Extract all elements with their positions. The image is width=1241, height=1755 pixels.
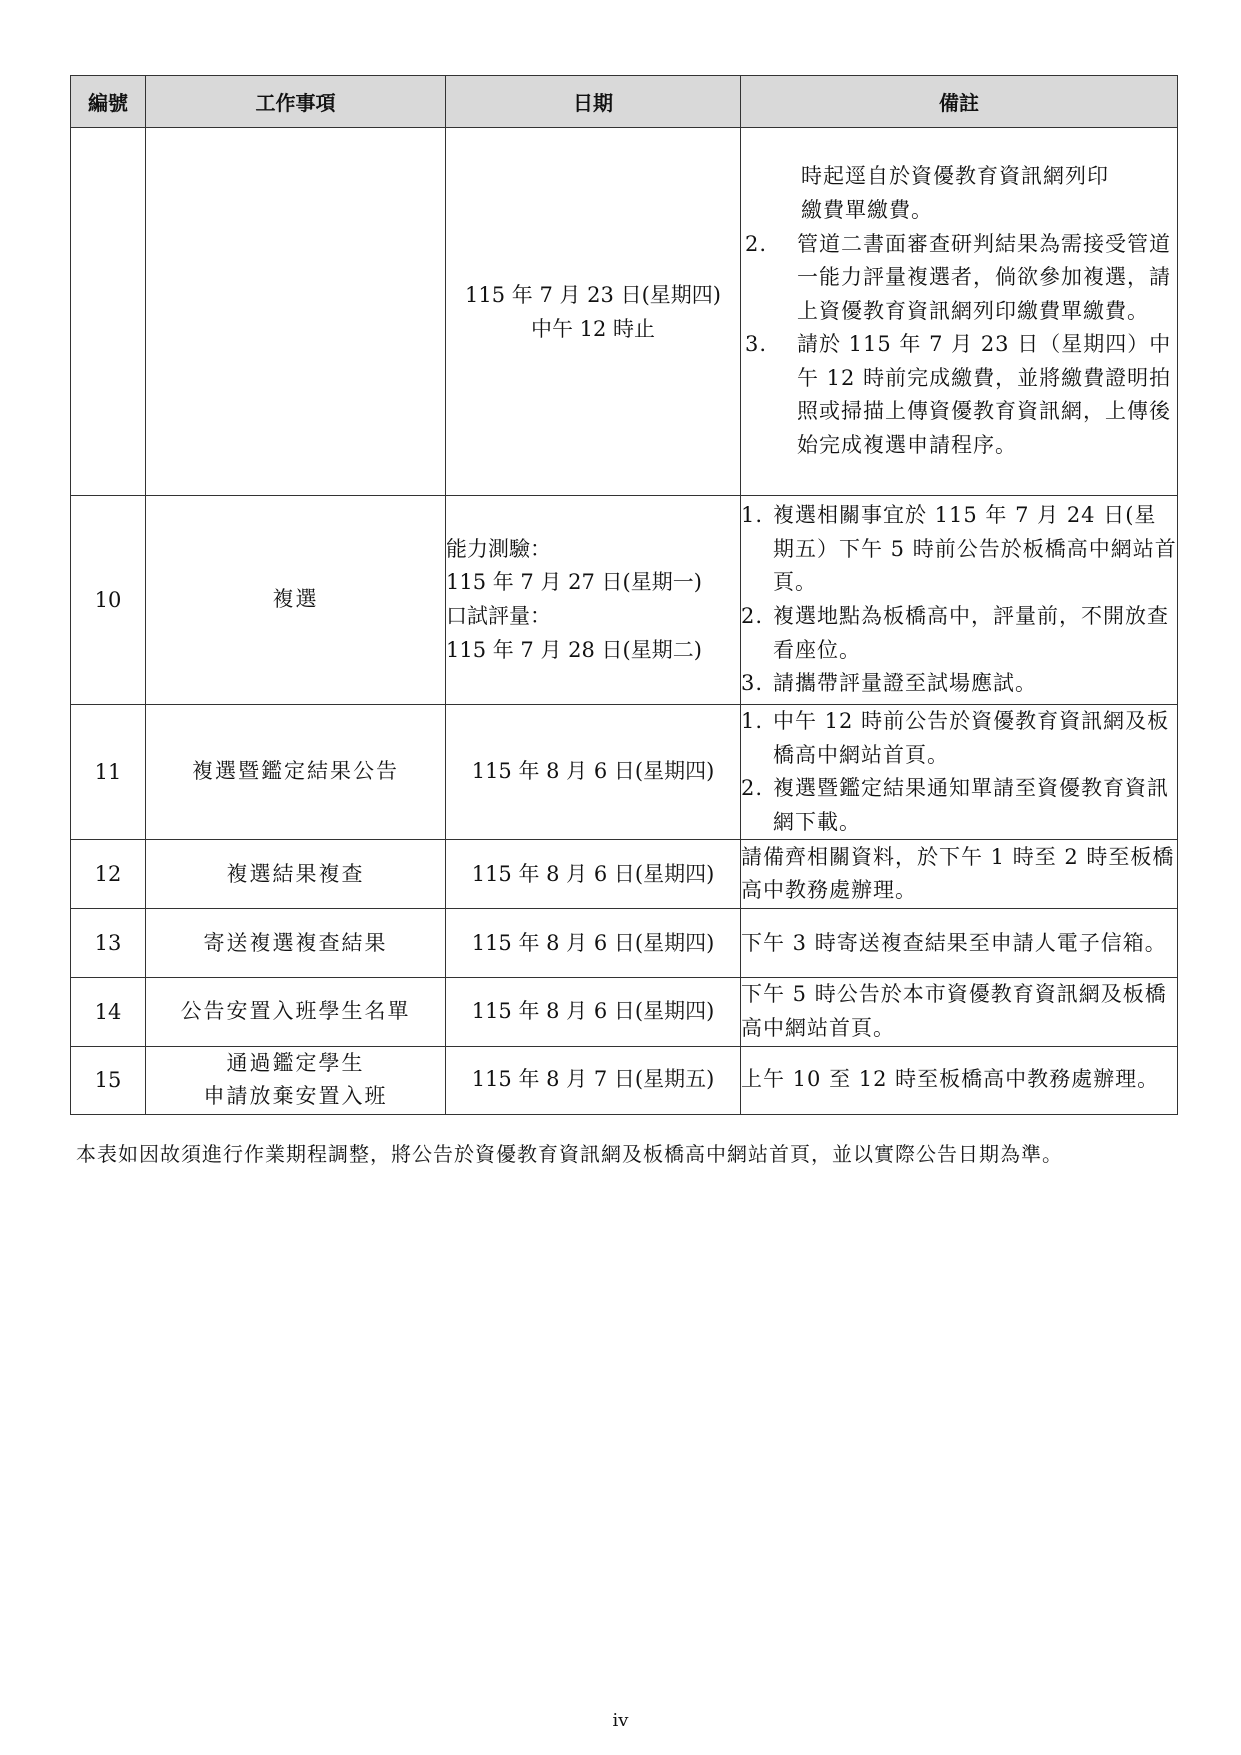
list-item — [741, 499, 1177, 600]
header-task: 工作事項 — [146, 76, 446, 128]
row-date — [446, 496, 741, 705]
list-item — [741, 705, 1177, 772]
list-item — [741, 667, 1177, 701]
header-notes: 備註 — [741, 76, 1178, 128]
note-number: 3. — [745, 332, 768, 357]
row-task: 公告安置入班學生名單 — [146, 978, 446, 1046]
date-line: 115 年 7 月 23 日(星期四) — [465, 282, 721, 307]
note-number: 1. — [741, 709, 764, 733]
row-number: 14 — [71, 978, 146, 1046]
table-row — [71, 840, 1178, 909]
table-row — [71, 1046, 1178, 1114]
footnote: 本表如因故須進行作業期程調整，將公告於資優教育資訊網及板橋高中網站首頁，並以實際公告日期為準。 — [76, 1142, 1063, 1166]
row-notes: 上午 10 至 12 時至板橋高中教務處辦理。 — [741, 1046, 1178, 1114]
note-number: 2. — [741, 776, 764, 801]
note-text: 複選暨鑑定結果通知單請至資優教育資訊網下載。 — [773, 776, 1169, 834]
row-date: 115 年 8 月 6 日(星期四) — [446, 909, 741, 978]
row-date: 115 年 8 月 7 日(星期五) — [446, 1046, 741, 1114]
note-number: 1. — [741, 503, 764, 528]
task-line: 通過鑑定學生 — [226, 1050, 365, 1075]
row-task: 複選暨鑑定結果公告 — [146, 705, 446, 840]
row-date: 115 年 8 月 6 日(星期四) — [446, 840, 741, 909]
row-notes: 請備齊相關資料，於下午 1 時至 2 時至板橋高中教務處辦理。 — [741, 840, 1178, 909]
row-notes — [741, 128, 1178, 496]
row-notes: 下午 3 時寄送複查結果至申請人電子信箱。 — [741, 909, 1178, 978]
row-date: 115 年 8 月 6 日(星期四) — [446, 705, 741, 840]
row-notes — [741, 705, 1178, 840]
row-date: 115 年 8 月 6 日(星期四) — [446, 978, 741, 1046]
date-line: 能力測驗： — [446, 536, 551, 561]
row-notes — [741, 496, 1178, 705]
row-task — [146, 1046, 446, 1114]
row-number — [71, 128, 146, 496]
note-text: 管道二書面審查研判結果為需接受管道一能力評量複選者，倘欲參加複選，請上資優教育資訊網列印繳費單繳費。 — [797, 231, 1171, 323]
page-number: iv — [612, 1710, 629, 1731]
date-line: 115 年 7 月 28 日(星期二) — [446, 637, 702, 662]
note-text: 請攜帶評量證至試場應試。 — [773, 671, 1037, 696]
task-line: 申請放棄安置入班 — [203, 1084, 388, 1109]
header-date: 日期 — [446, 76, 741, 128]
date-line: 口試評量： — [446, 604, 551, 628]
row-number: 11 — [71, 705, 146, 840]
date-line: 中午 12 時止 — [530, 316, 656, 341]
row-number: 10 — [71, 496, 146, 705]
row-notes: 下午 5 時公告於本市資優教育資訊網及板橋高中網站首頁。 — [741, 978, 1178, 1046]
list-item — [741, 772, 1177, 839]
list-item — [745, 228, 1177, 329]
table-row — [71, 978, 1178, 1046]
note-text: 複選地點為板橋高中，評量前，不開放查看座位。 — [773, 604, 1169, 662]
schedule-table — [70, 75, 1178, 1115]
table-row — [71, 705, 1178, 840]
row-number: 13 — [71, 909, 146, 978]
header-number: 編號 — [71, 76, 146, 128]
date-line: 115 年 7 月 27 日(星期一) — [446, 570, 702, 595]
row-date — [446, 128, 741, 496]
note-text: 複選相關事宜於 115 年 7 月 24 日(星期五）下午 5 時前公告於板橋高中網站首頁。 — [773, 503, 1177, 595]
note-text: 請於 115 年 7 月 23 日（星期四）中午 12 時前完成繳費，並將繳費證明拍照或掃描上傳資優教育資訊網，上傳後始完成複選申請程序。 — [797, 332, 1172, 458]
row-task: 複選 — [146, 496, 446, 705]
row-task: 複選結果複查 — [146, 840, 446, 909]
note-number: 2. — [745, 231, 768, 256]
header-row — [71, 76, 1178, 128]
note-number: 2. — [741, 604, 764, 628]
note-text: 中午 12 時前公告於資優教育資訊網及板橋高中網站首頁。 — [773, 709, 1170, 767]
row-number: 12 — [71, 840, 146, 909]
table-row — [71, 909, 1178, 978]
note-continued-line: 繳費單繳費。 — [801, 197, 933, 222]
list-item — [741, 600, 1177, 667]
row-task — [146, 128, 446, 496]
table-row — [71, 128, 1178, 496]
row-task: 寄送複選複查結果 — [146, 909, 446, 978]
row-number: 15 — [71, 1046, 146, 1114]
note-continued-line: 時起逕自於資優教育資訊網列印 — [801, 164, 1109, 189]
note-number: 3. — [741, 671, 764, 696]
table-row — [71, 496, 1178, 705]
list-item — [745, 328, 1177, 462]
